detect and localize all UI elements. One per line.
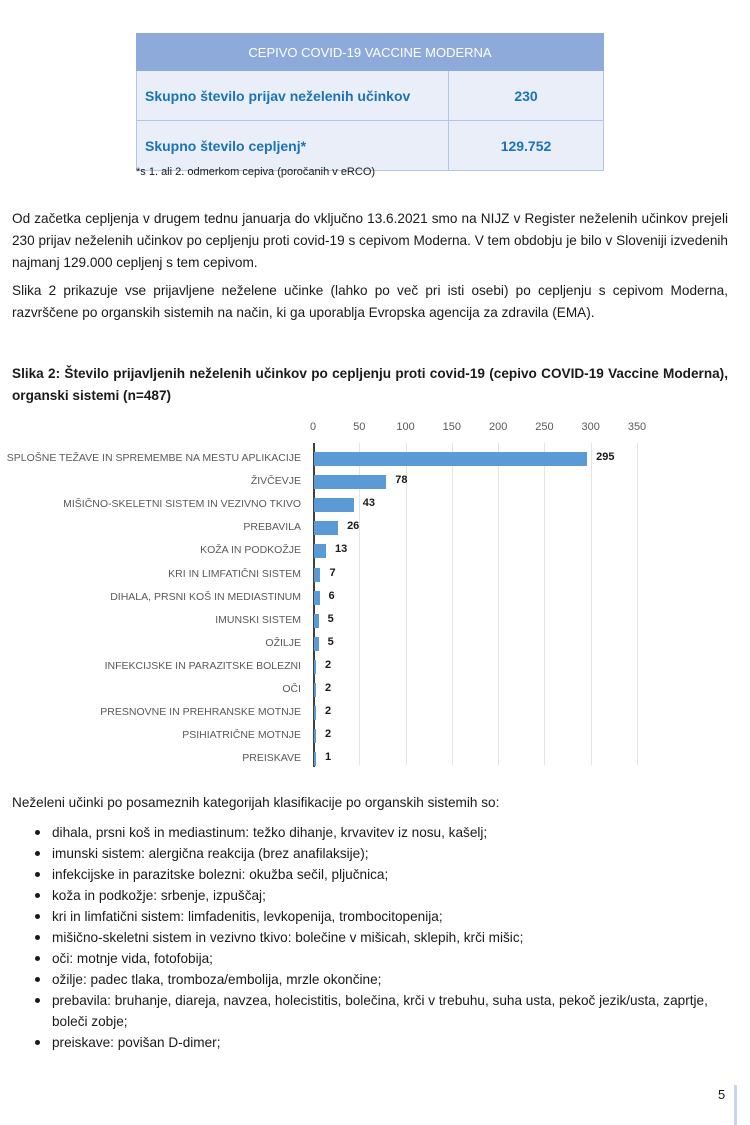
x-tick-label: 350 [627,421,647,433]
list-item [12,864,728,885]
category-label: KRI IN LIMFATIČNI SISTEM [168,567,301,580]
bullet-icon [35,935,40,940]
table-row [137,71,604,121]
chart-row [0,587,750,610]
category-label: DIHALA, PRSNI KOŠ IN MEDIASTINUM [110,590,301,603]
bar [314,729,316,743]
chart-row [0,448,750,471]
bullet-icon [35,851,40,856]
x-tick-label: 0 [309,421,317,433]
x-tick-label: 50 [353,421,366,433]
data-label: 2 [325,728,332,741]
chart-row [0,517,750,540]
category-label: PREISKAVE [242,752,301,765]
category-label: PREBAVILA [243,521,301,534]
x-tick-label: 150 [442,421,462,433]
bar [314,521,338,535]
data-label: 5 [327,635,334,648]
data-label: 13 [335,543,348,556]
bullet-icon [35,1040,40,1045]
chart-row [0,564,750,587]
category-label: OČI [282,683,301,695]
row-label: Skupno število prijav neželenih učinkov [137,71,449,121]
row-value: 230 [449,71,604,121]
bar [314,452,587,466]
list-item [12,990,728,1032]
data-label: 78 [395,474,408,487]
list-item-text: koža in podkožje: srbenje, izpuščaj; [52,888,266,903]
chart-row [0,748,750,771]
category-label: ŽIVČEVJE [250,475,301,488]
data-label: 2 [325,705,332,718]
x-tick-label: 250 [535,421,554,433]
chart-row [0,610,750,633]
data-label: 7 [329,566,336,579]
list-item [12,885,728,906]
table-header: CEPIVO COVID-19 VACCINE MODERNA [137,34,604,71]
bar [314,660,316,674]
x-tick-label: 100 [396,421,415,433]
chart-row [0,494,750,517]
list-item [12,927,728,948]
data-label: 295 [596,451,615,463]
list-item [12,843,728,864]
bullet-icon [35,914,40,919]
bar-chart [0,415,750,775]
bullet-icon [35,872,40,877]
data-label: 5 [327,612,334,625]
row-value: 129.752 [449,121,604,171]
data-label: 43 [362,497,376,510]
row-label: Skupno število cepljenj* [137,121,449,171]
list-item-text: oči: motnje vida, fotofobija; [52,951,213,966]
list-item-text: kri in limfatični sistem: limfadenitis, levkopenija, trombocitopenija; [52,909,443,924]
category-label: INFEKCIJSKE IN PARAZITSKE BOLEZNI [104,659,301,672]
category-label: MIŠIČNO-SKELETNI SISTEM IN VEZIVNO TKIVO [63,498,301,511]
bar [314,568,320,582]
bar [314,498,354,512]
chart-row [0,679,750,702]
list-item-text: ožilje: padec tlaka, tromboza/embolija, mrzle okončine; [52,972,382,987]
bar [314,683,316,697]
list-item [12,948,728,969]
figure-caption: Slika 2: Število prijavljenih neželenih učinkov po cepljenju proti covid-19 (cepivo COVID-19 Vaccine Moderna), organski sistemi (n=487) [12,366,728,403]
data-label: 26 [347,520,360,533]
category-label: PRESNOVNE IN PREHRANSKE MOTNJE [100,706,301,719]
category-label: OŽILJE [265,636,301,649]
x-tick-label: 300 [581,421,600,433]
list-item [12,822,728,843]
chart-row [0,540,750,563]
category-label: KOŽA IN PODKOŽJE [200,544,301,557]
list-item-text: prebavila: bruhanje, diareja, navzea, holecistitis, bolečina, krči v trebuhu, suha usta, pekoč jezik/usta, zaprtje, boleči zobje; [52,993,708,1029]
chart-row [0,656,750,679]
vaccine-summary-table [136,33,604,171]
bullet-icon [35,893,40,898]
data-label: 2 [325,658,332,671]
paragraph-intro: Od začetka cepljenja v drugem tednu januarja do vključno 13.6.2021 smo na NIJZ v Register neželenih učinkov prejeli 230 prijav neželenih učinkov po cepljenju proti covid-19 s cepivom Moderna. V tem obdobju je bilo v Sloveniji izvedenih najmanj 129.000 cepljenj s tem cepivom. [12,211,728,270]
table-footnote: *s 1. ali 2. odmerkom cepiva (poročanih v eRCO) [136,166,376,178]
list-item-text: imunski sistem: alergična reakcija (brez anafilaksije); [52,846,369,861]
category-label: IMUNSKI SISTEM [215,613,301,626]
page-edge-marker [734,1085,737,1125]
bullet-icon [35,977,40,982]
list-item [12,906,728,927]
list-item-text: infekcijske in parazitske bolezni: okužba sečil, pljučnica; [52,867,389,882]
page-number: 5 [718,1087,726,1102]
list-item-text: dihala, prsni koš in mediastinum: težko dihanje, krvavitev iz nosu, kašelj; [52,825,488,840]
bar [314,752,316,766]
bullet-icon [35,998,40,1003]
list-intro: Neželeni učinki po posameznih kategorijah klasifikacije po organskih sistemih so: [12,795,500,810]
chart-row [0,702,750,725]
data-label: 1 [325,751,332,764]
bar [314,614,319,628]
list-item-text: mišično-skeletni sistem in vezivno tkivo: bolečine v mišicah, sklepih, krči mišic; [52,930,524,945]
side-effects-list [12,822,728,1053]
chart-row [0,471,750,494]
data-label: 6 [328,589,335,602]
bar [314,591,320,605]
x-tick-label: 200 [488,421,508,433]
chart-row [0,633,750,656]
bullet-icon [35,956,40,961]
category-label: SPLOŠNE TEŽAVE IN SPREMEMBE NA MESTU APLIKACIJE [6,452,301,464]
bar [314,637,319,651]
list-item [12,969,728,990]
data-label: 2 [325,682,332,694]
list-item [12,1032,728,1053]
bar [314,475,386,489]
paragraph-figure-description: Slika 2 prikazuje vse prijavljene neželene učinke (lahko po več pri isti osebi) po cepljenju s cepivom Moderna, razvrščene po organskih sistemih na način, ki ga uporablja Evropska agencija za zdravila (EMA). [12,283,728,320]
bar [314,544,326,558]
list-item-text: preiskave: povišan D-dimer; [52,1035,221,1050]
table-row [137,121,604,171]
bullet-icon [35,830,40,835]
chart-row [0,725,750,748]
bar [314,706,316,720]
category-label: PSIHIATRIČNE MOTNJE [182,729,301,742]
